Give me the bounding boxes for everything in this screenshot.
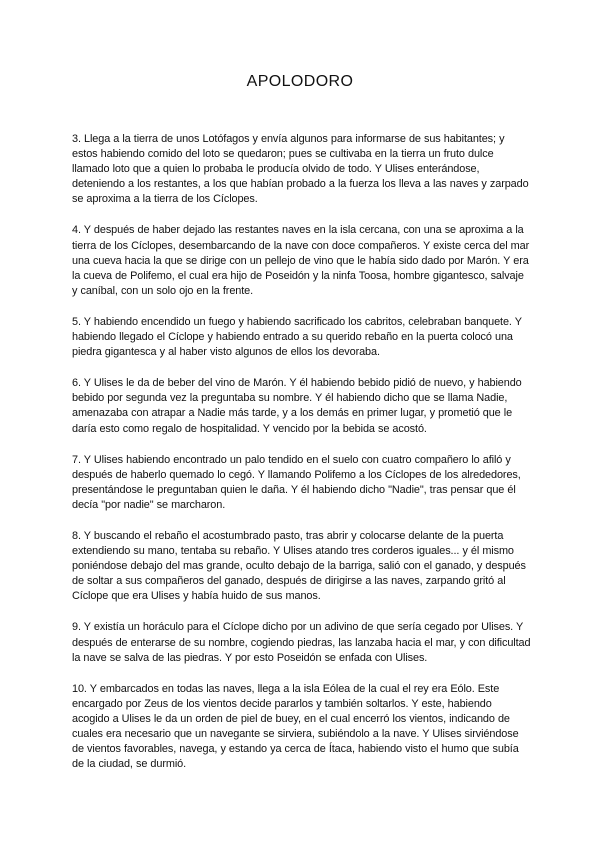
paragraph-6: 6. Y Ulises le da de beber del vino de Marón. Y él habiendo bebido pidió de nuevo, y habiendo bebido por segunda vez la preguntaba su nombre. Y él habiendo dicho que se llama Nadie, amenazaba con atrapar a Nadie más tarde, y a los demás en primer lugar, y prometió que le daría esto como regalo de hospitalidad. Y vencido por la bebida se acostó. bbox=[72, 377, 522, 435]
paragraph-4: 4. Y después de haber dejado las restantes naves en la isla cercana, con una se aproxima a la tierra de los Cíclopes, desembarcando de la nave con doce compañeros. Y existe cerca del mar una cueva hacia la que se dirige con un pellejo de vino que le había sido dado por Marón. Y era la cueva de Polifemo, el cual era hijo de Poseidón y la ninfa Toosa, hombre gigantesco, salvaje y caníbal, con un solo ojo en la frente. bbox=[72, 224, 530, 297]
document-body bbox=[72, 132, 532, 788]
paragraph-8: 8. Y buscando el rebaño el acostumbrado pasto, tras abrir y colocarse delante de la puerta extendiendo su mano, tentaba su rebaño. Y Ulises atando tres corderos iguales... y él mismo poniéndose debajo del mas grande, oculto debajo de la barriga, salió con el ganado, y después de soltar a sus compañeros del ganado, después de dirigirse a las naves, zarpando gritó al Cíclope que era Ulises y había huido de sus manos. bbox=[72, 529, 526, 603]
paragraph-7: 7. Y Ulises habiendo encontrado un palo tendido en el suelo con cuatro compañero lo afiló y después de haberlo quemado lo cegó. Y llamando Polifemo a los Cíclopes de los alrededores, presentándose le preguntaban quien le daña. Y él habiendo dicho "Nadie", tras pensar que él decía "por nadie" se marcharon. bbox=[72, 453, 521, 511]
paragraph-3: 3. Llega a la tierra de unos Lotófagos y envía algunos para informarse de sus habitantes; y estos habiendo comido del loto se quedaron; pues se cultivaba en la tierra un fruto dulce llamado loto que a quien lo probaba le producía olvido de todo. Y Ulises enterándose, deteniendo a los restantes, a los que habían probado a la fuerza los lleva a las naves y zarpado se aproxima a la tierra de los Cíclopes. bbox=[72, 133, 529, 206]
paragraph-10: 10. Y embarcados en todas las naves, llega a la isla Eólea de la cual el rey era Eólo. Este encargado por Zeus de los vientos decide pararlos y también soltarlos. Y este, habiendo acogido a Ulises le da un orden de piel de buey, en el cual encerró los vientos, indicando de cuales era necesario que un navegante se sirviera, subiéndolo a la nave. Y Ulises sirviéndose de vientos favorables, navega, y estando ya cerca de Ítaca, habiendo visto el humo que subía de la ciudad, se durmió. bbox=[72, 682, 519, 771]
paragraph-5: 5. Y habiendo encendido un fuego y habiendo sacrificado los cabritos, celebraban banquete. Y habiendo llegado el Cíclope y habiendo entrado a su querido rebaño en la puerta colocó una piedra gigantesca y al haber visto algunos de ellos los devoraba. bbox=[72, 315, 522, 359]
page-title: APOLODORO bbox=[246, 73, 354, 90]
paragraph-9: 9. Y existía un horáculo para el Cíclope dicho por un adivino de que sería cegado por Ulises. Y después de enterarse de su nombre, cogiendo piedras, las lanzaba hacia el mar, y con dificultad la nave se salva de las piedras. Y por esto Poseidón se enfada con Ulises. bbox=[72, 621, 531, 664]
